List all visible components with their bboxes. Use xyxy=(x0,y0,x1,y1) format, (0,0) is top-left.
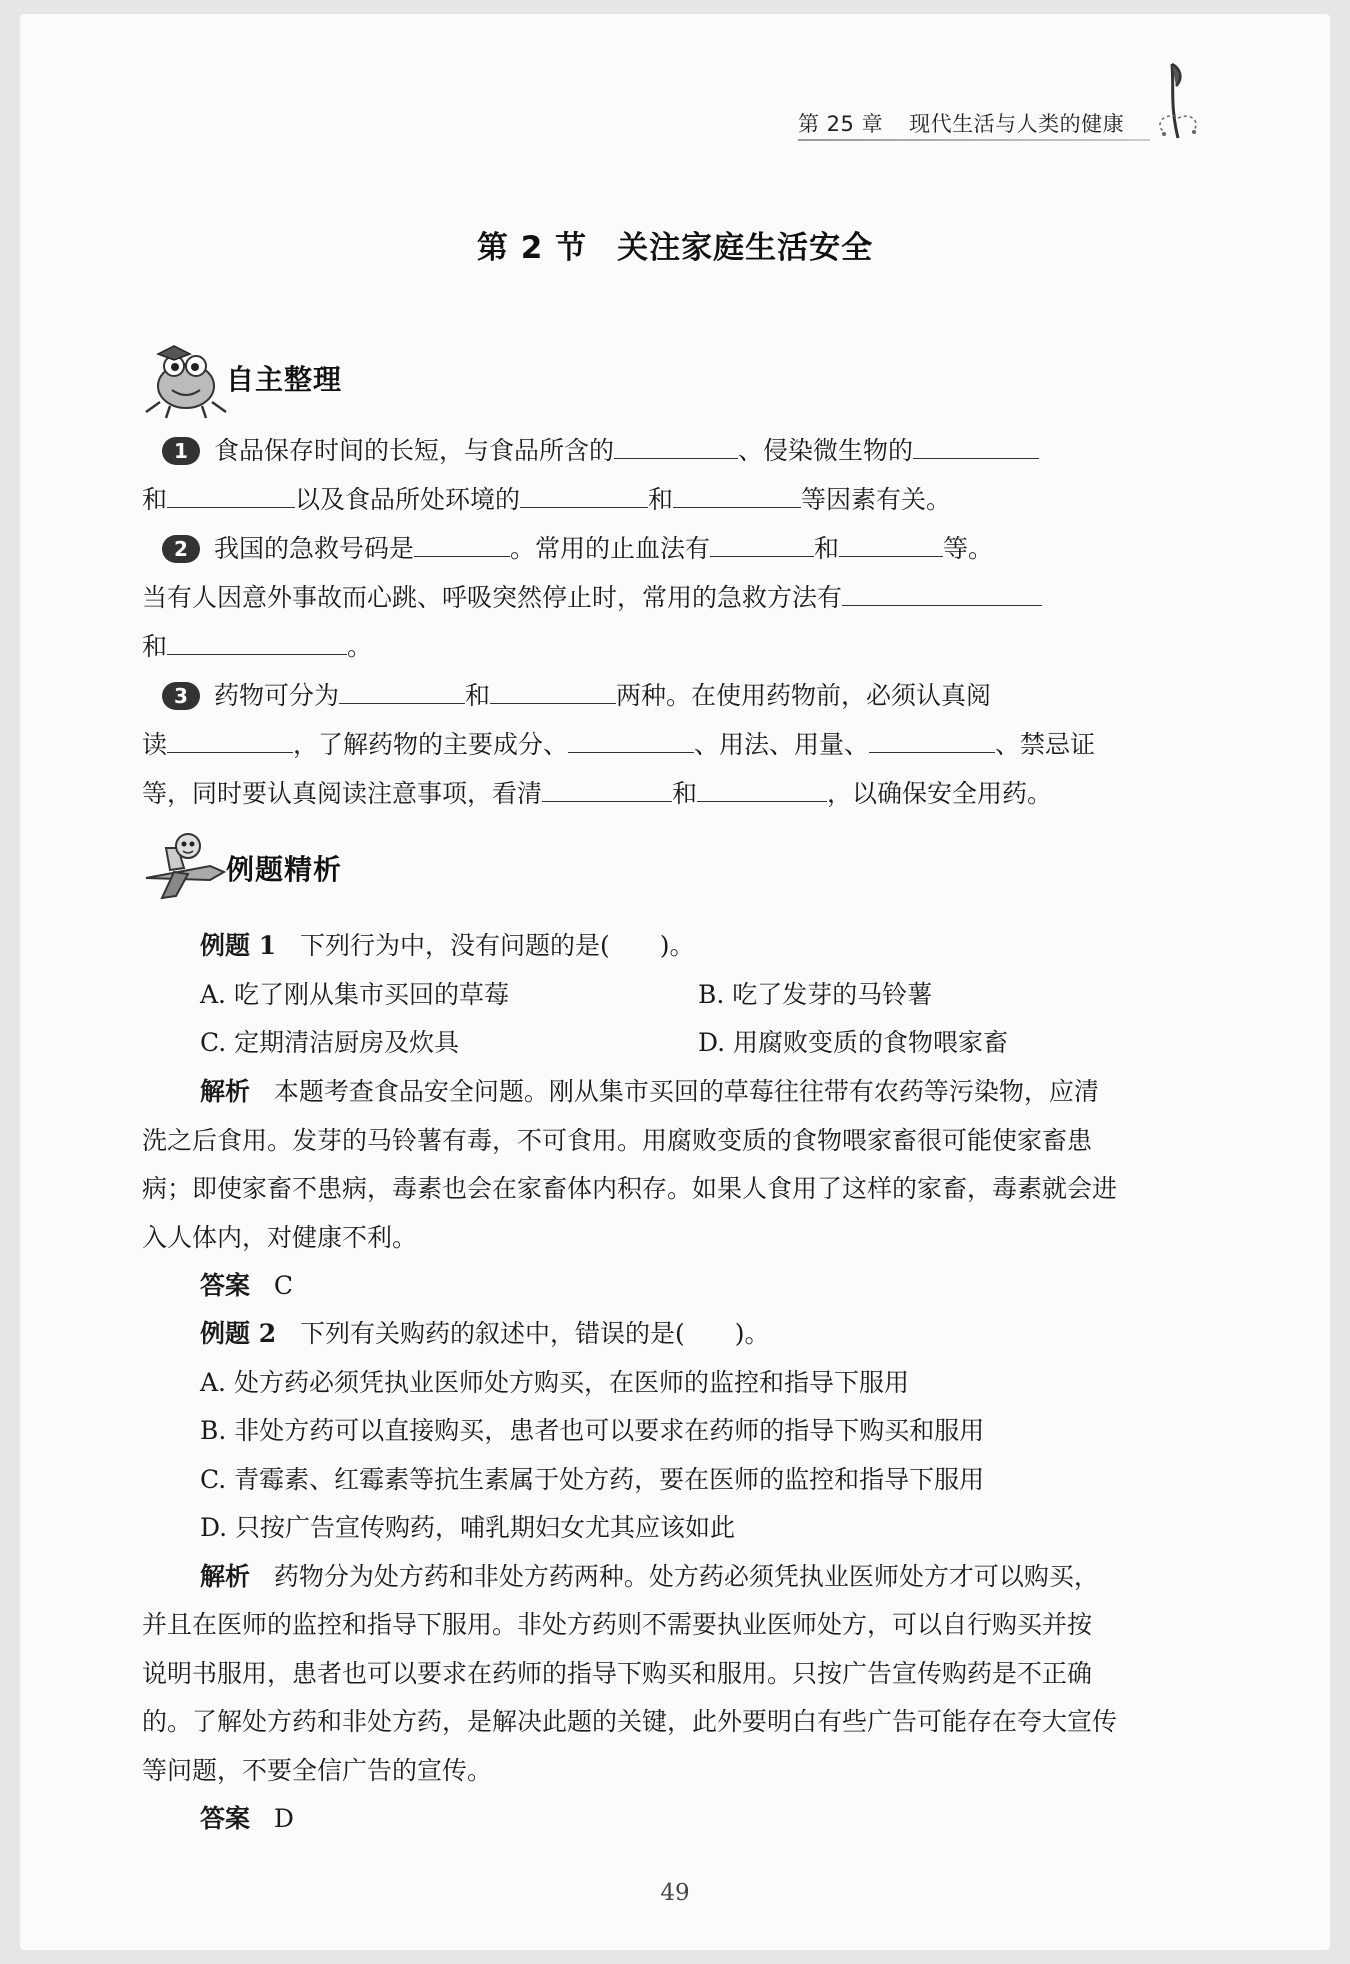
example-2-analysis-line-1: 解析 药物分为处方药和非处方药两种。处方药必须凭执业医师处方才可以购买， xyxy=(200,1562,1099,1591)
example-2-label: 例题 2 xyxy=(200,1319,277,1348)
running-header xyxy=(798,108,1124,138)
section-title-text: 关注家庭生活安全 xyxy=(617,230,874,266)
blank-field[interactable] xyxy=(167,481,295,508)
airplane-mascot-icon xyxy=(140,826,230,906)
item-1-line-2: 和 以及食品所处环境的 和 等因素有关。 xyxy=(142,481,951,516)
blank-field[interactable] xyxy=(490,677,616,704)
chapter-number: 第 25 章 xyxy=(798,112,884,136)
blank-field[interactable] xyxy=(710,530,814,557)
plant-ornament-icon xyxy=(1150,56,1210,146)
page-number: 49 xyxy=(660,1880,690,1906)
example-1-option-c: C. 定期清洁厨房及炊具 xyxy=(200,1028,460,1057)
blank-field[interactable] xyxy=(869,726,995,753)
example-1-option-d: D. 用腐败变质的食物喂家畜 xyxy=(698,1028,1009,1057)
chapter-title: 现代生活与人类的健康 xyxy=(909,112,1125,136)
answer-label: 答案 xyxy=(200,1804,251,1833)
example-1-analysis-line-4: 入人体内，对健康不利。 xyxy=(142,1223,418,1252)
blank-field[interactable] xyxy=(520,481,648,508)
blank-field[interactable] xyxy=(167,726,293,753)
example-2-analysis-line-3: 说明书服用，患者也可以要求在药师的指导下购买和服用。只按广告宣传购药是不正确 xyxy=(142,1659,1093,1688)
example-2-option-c: C. 青霉素、红霉素等抗生素属于处方药，要在医师的监控和指导下服用 xyxy=(200,1465,985,1494)
blank-field[interactable] xyxy=(842,579,1042,606)
item-2-line-2: 当有人因意外事故而心跳、呼吸突然停止时，常用的急救方法有 xyxy=(142,579,1042,614)
example-1-analysis-line-1: 解析 本题考查食品安全问题。刚从集市买回的草莓往往带有农药等污染物，应清 xyxy=(200,1077,1099,1106)
example-2-analysis-line-2: 并且在医师的监控和指导下服用。非处方药则不需要执业医师处方，可以自行购买并按 xyxy=(142,1610,1093,1639)
example-2-analysis-line-4: 的。了解处方药和非处方药，是解决此题的关键，此外要明白有些广告可能存在夸大宣传 xyxy=(142,1707,1118,1736)
example-1-option-a: A. 吃了刚从集市买回的草莓 xyxy=(200,980,509,1009)
item-1-number-badge: 1 xyxy=(162,437,200,465)
blank-field[interactable] xyxy=(673,481,801,508)
section-number: 第 2 节 xyxy=(476,230,588,266)
example-1-option-b: B. 吃了发芽的马铃薯 xyxy=(698,980,933,1009)
blank-field[interactable] xyxy=(414,530,510,557)
example-2-option-d: D. 只按广告宣传购药，哺乳期妇女尤其应该如此 xyxy=(200,1513,736,1542)
example-1-analysis-line-3: 病；即使家畜不患病，毒素也会在家畜体内积存。如果人食用了这样的家畜，毒素就会进 xyxy=(142,1174,1118,1203)
item-3-number-badge: 3 xyxy=(162,682,200,710)
item-3-line-3: 等，同时要认真阅读注意事项，看清 和 ，以确保安全用药。 xyxy=(142,775,1052,810)
example-2-question: 例题 2 下列有关购药的叙述中，错误的是( )。 xyxy=(200,1319,770,1348)
header-rule xyxy=(798,139,1150,141)
example-1-analysis-line-2: 洗之后食用。发芽的马铃薯有毒，不可食用。用腐败变质的食物喂家畜很可能使家畜患 xyxy=(142,1126,1093,1155)
blank-field[interactable] xyxy=(542,775,672,802)
blank-field[interactable] xyxy=(339,677,465,704)
example-1-label: 例题 1 xyxy=(200,931,277,960)
analysis-label: 解析 xyxy=(200,1077,251,1106)
blank-field[interactable] xyxy=(913,432,1039,459)
blank-field[interactable] xyxy=(167,628,347,655)
example-2-option-b: B. 非处方药可以直接购买，患者也可以要求在药师的指导下购买和服用 xyxy=(200,1416,985,1445)
example-1-question: 例题 1 下列行为中，没有问题的是( )。 xyxy=(200,931,695,960)
example-2-analysis-line-5: 等问题，不要全信广告的宣传。 xyxy=(142,1756,493,1785)
self-study-heading-text: 自主整理 xyxy=(226,363,343,396)
example-2-answer: 答案 D xyxy=(200,1804,294,1833)
item-2-line-3: 和 。 xyxy=(142,628,372,663)
item-2-line-1: 2 我国的急救号码是 。常用的止血法有 和 等。 xyxy=(162,530,993,565)
blank-field[interactable] xyxy=(614,432,738,459)
blank-field[interactable] xyxy=(839,530,943,557)
item-3-line-1: 3 药物可分为 和 两种。在使用药物前，必须认真阅 xyxy=(162,677,991,712)
blank-field[interactable] xyxy=(568,726,694,753)
example-2-option-a: A. 处方药必须凭执业医师处方购买，在医师的监控和指导下服用 xyxy=(200,1368,909,1397)
item-2-number-badge: 2 xyxy=(162,535,200,563)
item-1-line-1: 1 食品保存时间的长短，与食品所含的 、侵染微生物的 xyxy=(162,432,1039,467)
answer-label: 答案 xyxy=(200,1271,251,1300)
blank-field[interactable] xyxy=(697,775,827,802)
analysis-label: 解析 xyxy=(200,1562,251,1591)
examples-heading-text: 例题精析 xyxy=(226,853,343,886)
section-title xyxy=(0,222,1350,267)
item-3-line-2: 读 ，了解药物的主要成分、 、用法、用量、 、禁忌证 xyxy=(142,726,1095,761)
frog-mascot-icon xyxy=(140,340,230,420)
example-1-answer: 答案 C xyxy=(200,1271,293,1300)
